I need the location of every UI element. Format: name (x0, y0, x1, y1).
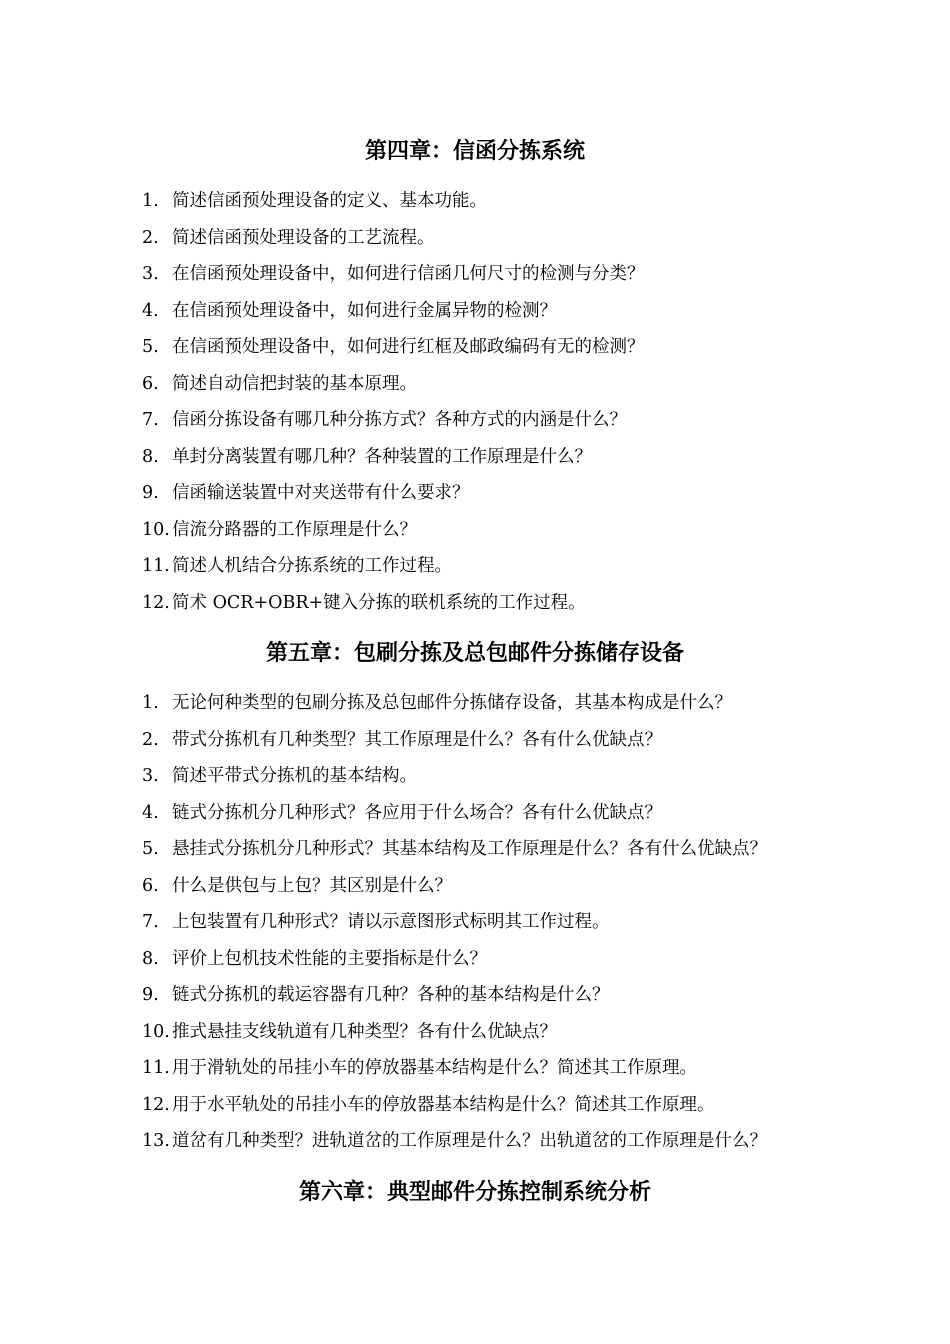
question-number: 11. (142, 556, 170, 576)
question-text: 什么是供包与上包？其区别是什么？ (172, 875, 452, 896)
list-item (142, 554, 842, 591)
question-text: 链式分拣机分几种形式？各应用于什么场合？各有什么优缺点？ (172, 802, 662, 823)
chapter-5-title: 第五章：包刷分拣及总包邮件分拣储存设备 (265, 640, 684, 666)
question-number: 10. (142, 1021, 170, 1042)
question-text: 在信函预处理设备中，如何进行信函几何尺寸的检测与分类？ (172, 264, 645, 284)
list-item (142, 591, 842, 628)
question-text: 简述平带式分拣机的基本结构。 (172, 766, 417, 786)
question-number: 10. (142, 519, 170, 540)
question-text: 简述信函预处理设备的定义、基本功能。 (172, 191, 487, 211)
list-item (142, 910, 842, 947)
question-text: 悬挂式分拣机分几种形式？其基本结构及工作原理是什么？各有什么优缺点？ (172, 839, 767, 859)
question-text: 上包装置有几种形式？请以示意图形式标明其工作过程。 (172, 912, 610, 932)
list-item (142, 372, 842, 409)
question-text: 链式分拣机的载运容器有几种？各种的基本结构是什么？ (172, 985, 610, 1005)
question-number: 8. (142, 446, 159, 467)
question-number: 12. (142, 1094, 170, 1115)
question-text: 推式悬挂支线轨道有几种类型？各有什么优缺点？ (172, 1021, 557, 1042)
question-text: 单封分离装置有哪几种？各种装置的工作原理是什么？ (172, 446, 592, 467)
list-item (142, 874, 842, 911)
question-number: 9. (142, 483, 159, 503)
list-item (142, 299, 842, 336)
list-item (142, 1093, 842, 1130)
question-number: 1. (142, 693, 159, 713)
question-number: 12. (142, 592, 170, 613)
question-text: 信函输送装置中对夹送带有什么要求？ (172, 483, 470, 503)
list-item (142, 1129, 842, 1166)
question-number: 3. (142, 264, 159, 284)
question-text: 道岔有几种类型？进轨道岔的工作原理是什么？出轨道岔的工作原理是什么？ (172, 1131, 767, 1151)
list-item (142, 1056, 842, 1093)
question-number: 5. (142, 337, 159, 357)
question-text: 用于水平轨处的吊挂小车的停放器基本结构是什么？简述其工作原理。 (172, 1094, 715, 1115)
chapter-6-title: 第六章：典型邮件分拣控制系统分析 (298, 1179, 651, 1205)
list-item (142, 518, 842, 555)
question-number: 1. (142, 191, 159, 211)
list-item (142, 335, 842, 372)
list-item (142, 408, 842, 445)
list-item (142, 226, 842, 263)
list-item (142, 764, 842, 801)
list-item (142, 1020, 842, 1057)
question-number: 2. (142, 729, 159, 750)
question-number: 11. (142, 1058, 170, 1078)
chapter-4-title: 第四章：信函分拣系统 (364, 138, 585, 164)
question-text: 简述信函预处理设备的工艺流程。 (172, 227, 435, 248)
question-text: 带式分拣机有几种类型？其工作原理是什么？各有什么优缺点？ (172, 729, 662, 750)
question-text: 信函分拣设备有哪几种分拣方式？各种方式的内涵是什么？ (172, 410, 627, 430)
list-item (142, 691, 842, 728)
question-number: 9. (142, 985, 159, 1005)
question-number: 5. (142, 839, 159, 859)
question-number: 7. (142, 912, 159, 932)
chapter-5-question-list (142, 691, 842, 1166)
question-text: 在信函预处理设备中，如何进行金属异物的检测？ (172, 300, 557, 321)
question-number: 6. (142, 373, 159, 394)
question-text: 在信函预处理设备中，如何进行红框及邮政编码有无的检测？ (172, 337, 645, 357)
question-text: 信流分路器的工作原理是什么？ (172, 519, 417, 540)
list-item (142, 801, 842, 838)
question-text: 用于滑轨处的吊挂小车的停放器基本结构是什么？简述其工作原理。 (172, 1058, 697, 1078)
question-number: 4. (142, 300, 159, 321)
list-item (142, 728, 842, 765)
question-number: 3. (142, 766, 159, 786)
question-number: 6. (142, 875, 159, 896)
question-number: 2. (142, 227, 159, 248)
chapter-4-question-list (142, 189, 842, 627)
question-text: 简术 OCR+OBR+键入分拣的联机系统的工作过程。 (172, 592, 586, 613)
question-number: 8. (142, 948, 159, 969)
question-text: 简述自动信把封装的基本原理。 (172, 373, 417, 394)
list-item (142, 837, 842, 874)
list-item (142, 445, 842, 482)
question-number: 13. (142, 1131, 170, 1151)
list-item (142, 947, 842, 984)
question-number: 7. (142, 410, 159, 430)
list-item (142, 481, 842, 518)
question-number: 4. (142, 802, 159, 823)
list-item (142, 189, 842, 226)
question-text: 简述人机结合分拣系统的工作过程。 (172, 556, 452, 576)
list-item (142, 983, 842, 1020)
question-text: 评价上包机技术性能的主要指标是什么？ (172, 948, 487, 969)
question-text: 无论何种类型的包刷分拣及总包邮件分拣储存设备，其基本构成是什么？ (172, 693, 732, 713)
list-item (142, 262, 842, 299)
